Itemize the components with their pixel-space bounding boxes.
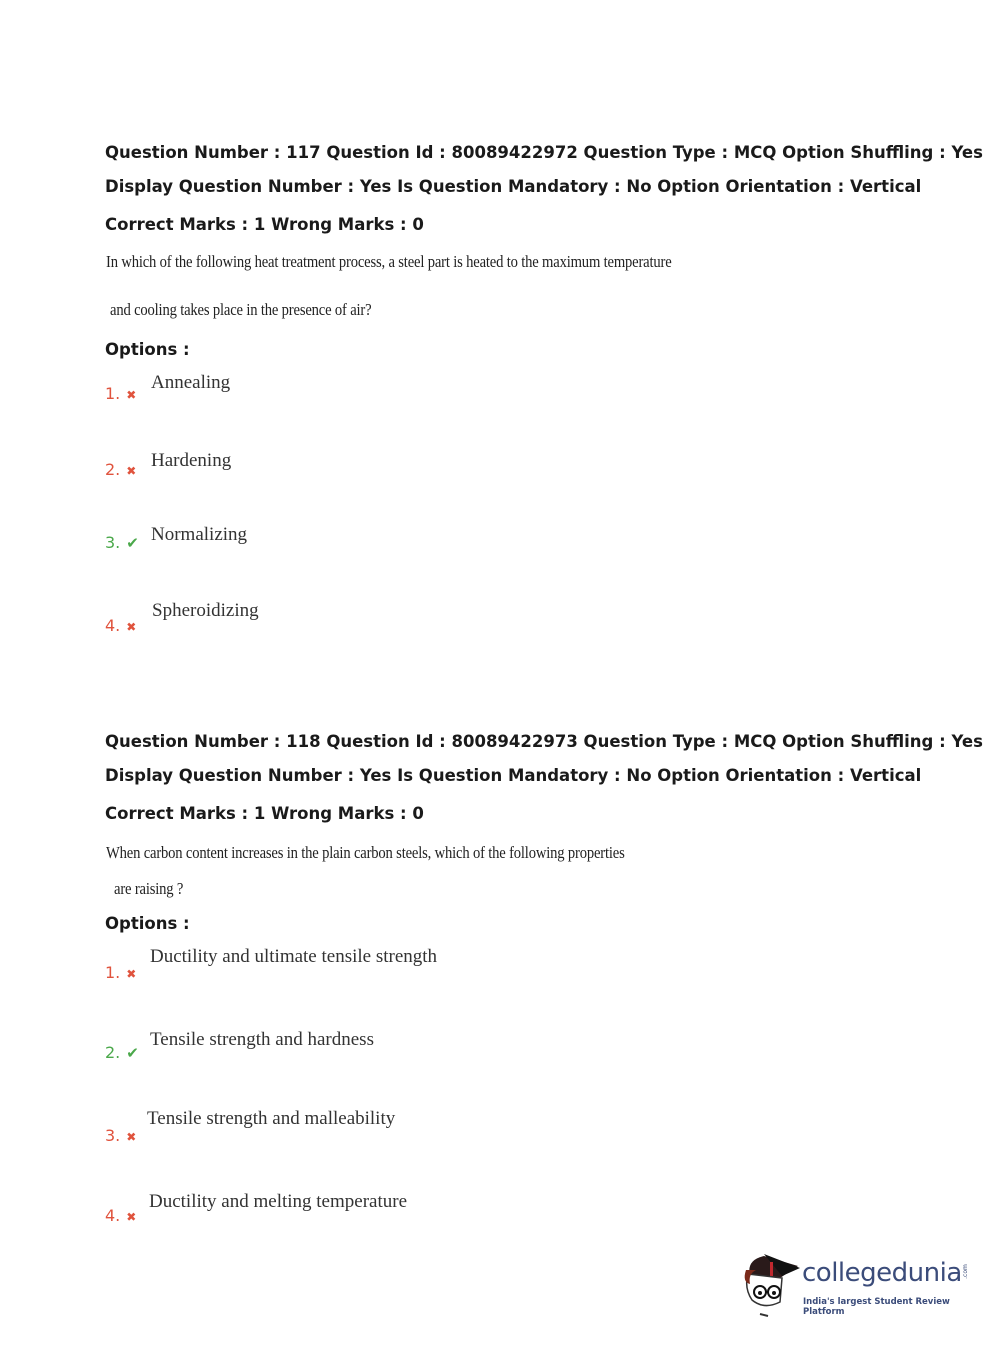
option-number <box>105 963 136 982</box>
option-number <box>105 533 139 552</box>
option-text: Tensile strength and malleability <box>147 1108 396 1129</box>
option-number-text: 3. <box>105 533 121 552</box>
cross-icon: ✖ <box>126 388 137 402</box>
option-number-text: 1. <box>105 963 121 982</box>
option-number-text: 2. <box>105 1043 121 1062</box>
option-number <box>105 1043 139 1062</box>
cross-icon: ✖ <box>126 967 137 981</box>
check-icon: ✔ <box>126 534 139 552</box>
option-text: Hardening <box>151 450 232 471</box>
option-number <box>105 1126 136 1145</box>
check-icon: ✔ <box>126 1044 139 1062</box>
option-number-text: 4. <box>105 1206 121 1225</box>
brand-suffix: .com <box>961 1264 969 1279</box>
options-label: Options : <box>105 914 190 933</box>
question-marks: Correct Marks : 1 Wrong Marks : 0 <box>105 804 424 823</box>
option-number <box>105 460 136 479</box>
question-display-line: Display Question Number : Yes Is Question Mandatory : No Option Orientation : Vertical <box>105 177 922 196</box>
option-number <box>105 616 136 635</box>
cross-icon: ✖ <box>126 620 137 634</box>
brand-tagline: India's largest Student Review Platform <box>803 1297 950 1317</box>
option-number-text: 2. <box>105 460 121 479</box>
option-text: Normalizing <box>151 524 248 545</box>
option-text: Tensile strength and hardness <box>150 1029 374 1050</box>
question-meta-line: Question Number : 117 Question Id : 80089422972 Question Type : MCQ Option Shuffling : Yes <box>105 143 983 162</box>
option-text: Spheroidizing <box>152 600 259 621</box>
question-text: are raising ? <box>114 879 184 898</box>
option-number-text: 3. <box>105 1126 121 1145</box>
question-display-line: Display Question Number : Yes Is Question Mandatory : No Option Orientation : Vertical <box>105 766 922 785</box>
mascot-icon <box>742 1248 800 1318</box>
option-text: Ductility and melting temperature <box>149 1191 408 1212</box>
option-number <box>105 384 136 403</box>
options-label: Options : <box>105 340 190 359</box>
cross-icon: ✖ <box>126 464 137 478</box>
question-text: In which of the following heat treatment process, a steel part is heated to the maximum temperature <box>106 252 672 271</box>
option-text: Ductility and ultimate tensile strength <box>150 946 438 967</box>
cross-icon: ✖ <box>126 1130 137 1144</box>
option-number-text: 1. <box>105 384 121 403</box>
question-text: When carbon content increases in the plain carbon steels, which of the following properties <box>106 843 625 862</box>
cross-icon: ✖ <box>126 1210 137 1224</box>
collegedunia-logo <box>742 1248 968 1318</box>
question-marks: Correct Marks : 1 Wrong Marks : 0 <box>105 215 424 234</box>
brand-name: collegedunia <box>802 1258 962 1288</box>
option-text: Annealing <box>151 372 231 393</box>
question-meta-line: Question Number : 118 Question Id : 80089422973 Question Type : MCQ Option Shuffling : Yes <box>105 732 983 751</box>
question-text: and cooling takes place in the presence of air? <box>110 300 372 319</box>
option-number-text: 4. <box>105 616 121 635</box>
option-number <box>105 1206 136 1225</box>
